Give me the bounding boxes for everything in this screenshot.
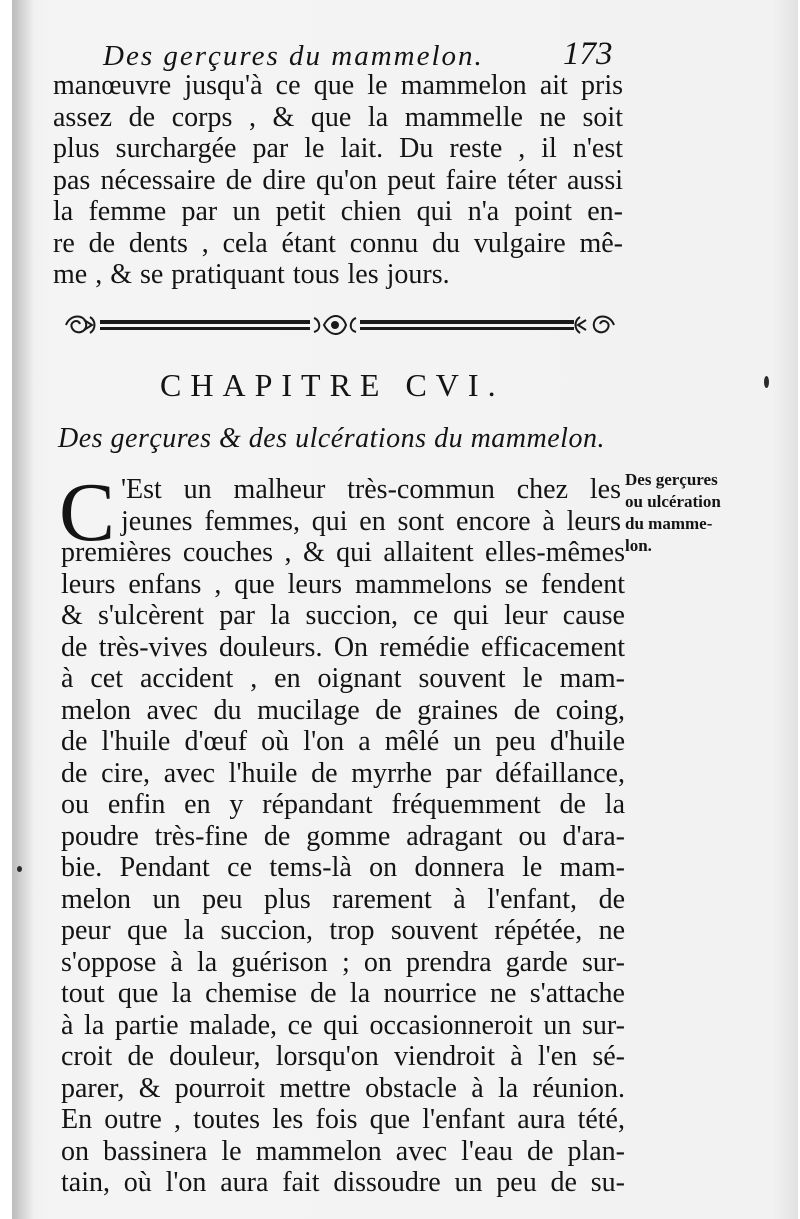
- text-line: parer, & pourroit mettre obstacle à la réunion.: [61, 1072, 625, 1104]
- page-number: 173: [563, 36, 613, 72]
- text-line: melon avec du mucilage de graines de coing,: [61, 694, 625, 726]
- margin-note-line: du mamme-: [625, 514, 713, 533]
- text-line: leurs enfans , que leurs mammelons se fendent: [61, 568, 625, 600]
- text-line: premières couches , & qui allaitent elles-mêmes: [61, 537, 625, 568]
- text-line: la femme par un petit chien qui n'a point en-: [53, 196, 623, 227]
- text-line: tain, où l'on aura fait dissoudre un peu de su-: [61, 1167, 625, 1198]
- margin-note-line: Des gerçures: [625, 470, 718, 489]
- text-line: s'oppose à la guérison ; on prendra garde sur-: [61, 946, 625, 978]
- text-line: on bassinera le mammelon avec l'eau de plan-: [61, 1135, 625, 1167]
- margin-note-line: ou ulcération: [625, 492, 721, 511]
- text-line: jeunes femmes, qui en sont encore à leurs: [121, 505, 621, 537]
- text-line: tout que la chemise de la nourrice ne s'attache: [61, 978, 625, 1009]
- margin-note: [625, 469, 775, 557]
- running-head-title: Des gerçures du mammelon.: [103, 40, 484, 72]
- text-line: à cet accident , en oignant souvent le mam-: [61, 663, 625, 694]
- text-line: re de dents , cela étant connu du vulgaire mê-: [53, 227, 623, 259]
- text-line: & s'ulcèrent par la succion, ce qui leur cause: [61, 600, 625, 631]
- ink-speck: [764, 376, 769, 388]
- text-line: à la partie malade, ce qui occasionneroit un sur-: [61, 1009, 625, 1041]
- text-line: assez de corps , & que la mammelle ne soit: [53, 101, 623, 133]
- text-line: me , & se pratiquant tous les jours.: [53, 259, 450, 290]
- text-line: En outre , toutes les fois que l'enfant aura tété,: [61, 1104, 625, 1135]
- top-paragraph: [53, 70, 623, 291]
- drop-cap: C: [59, 466, 116, 559]
- text-line: melon un peu plus rarement à l'enfant, de: [61, 883, 625, 915]
- text-line: croit de douleur, lorsqu'on viendroit à l'en sé-: [61, 1041, 625, 1072]
- ornamental-rule: [60, 308, 620, 342]
- text-line: pas nécessaire de dire qu'on peut faire téter aussi: [53, 164, 623, 196]
- chapter-heading: CHAPITRE CVI.: [160, 367, 505, 403]
- text-line: manœuvre jusqu'à ce que le mammelon ait pris: [53, 70, 623, 101]
- text-line: peur que la succion, trop souvent répétée, ne: [61, 915, 625, 946]
- text-line: de cire, avec l'huile de myrrhe par défaillance,: [61, 757, 625, 789]
- text-line: ou enfin en y répandant fréquemment de la: [61, 789, 625, 820]
- text-line: bie. Pendant ce tems-là on donnera le mam-: [61, 852, 625, 883]
- text-line: 'Est un malheur très-commun chez les: [121, 474, 621, 505]
- ink-speck: [17, 866, 22, 872]
- text-line: de très-vives douleurs. On remédie efficacement: [61, 631, 625, 663]
- chapter-title: Des gerçures & des ulcérations du mammelon.: [58, 423, 605, 454]
- text-line: plus surchargée par le lait. Du reste , il n'est: [53, 133, 623, 164]
- text-line: de l'huile d'œuf où l'on a mêlé un peu d'huile: [61, 726, 625, 757]
- main-paragraph: [61, 537, 625, 1199]
- gutter-shadow: [12, 0, 34, 1219]
- text-line: poudre très-fine de gomme adragant ou d'ara-: [61, 820, 625, 852]
- margin-note-line: lon.: [625, 536, 652, 555]
- opening-lines: [121, 474, 621, 537]
